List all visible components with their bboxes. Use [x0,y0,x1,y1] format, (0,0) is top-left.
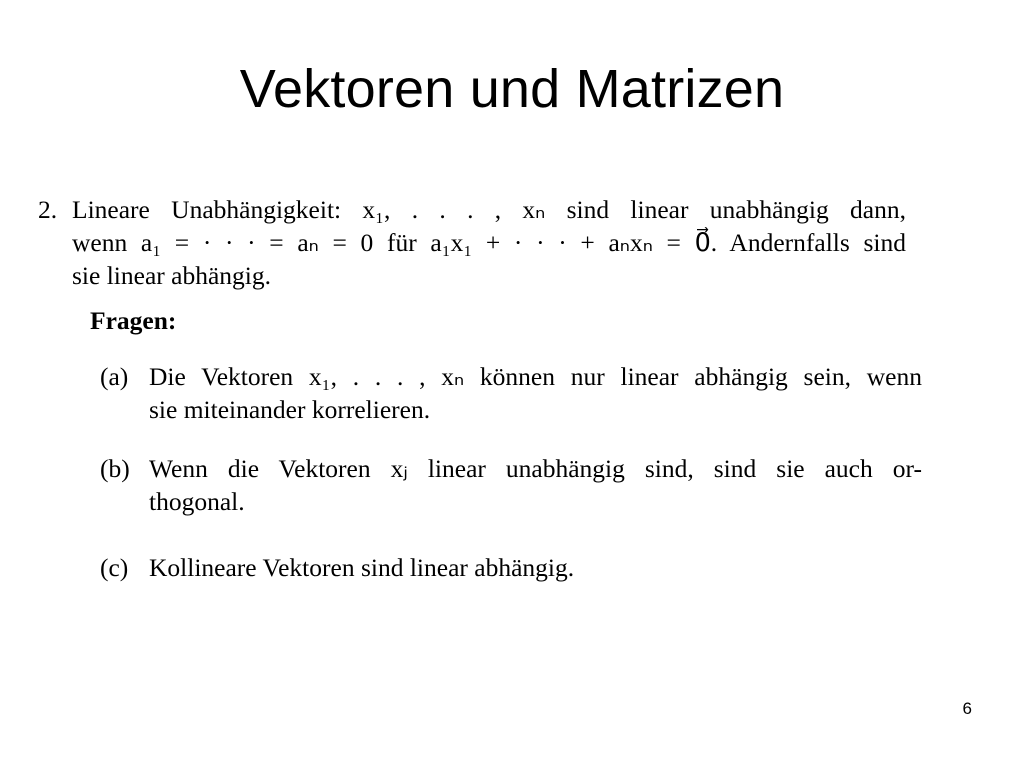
question-a-line-1: Die Vektoren x₁, . . . , xₙ können nur linear abhängig sein, wenn [149,362,922,391]
question-b-line-1: Wenn die Vektoren xⱼ linear unabhängig sind, sind sie auch or- [149,454,922,483]
question-label: (c) [100,553,129,582]
slide-title: Vektoren und Matrizen [239,59,785,119]
question-text [149,551,922,584]
question-a [100,360,922,426]
definition-line-1: Lineare Unabhängigkeit: x₁, . . . , xₙ sind linear unabhängig dann, [72,195,906,224]
definition-line-3: sie linear abhängig. [72,261,271,290]
definition-block [38,193,938,292]
definition-line-2: wenn a₁ = · · · = aₙ = 0 für a₁x₁ + · · · + aₙxₙ = 0⃗. Andernfalls sind [72,228,906,257]
question-text [149,452,922,518]
item-number: 2. [38,195,58,224]
question-a-line-2: sie miteinander korrelieren. [149,395,431,424]
question-label: (a) [100,362,129,391]
page-number: 6 [962,699,972,718]
question-text [149,360,922,426]
question-c [100,551,922,584]
question-c-line-1: Kollineare Vektoren sind linear abhängig. [149,553,575,582]
question-b-line-2: thogonal. [149,487,245,516]
questions-heading: Fragen: [90,306,177,335]
question-label: (b) [100,454,130,483]
question-b [100,452,922,518]
definition-item-2 [38,193,906,292]
